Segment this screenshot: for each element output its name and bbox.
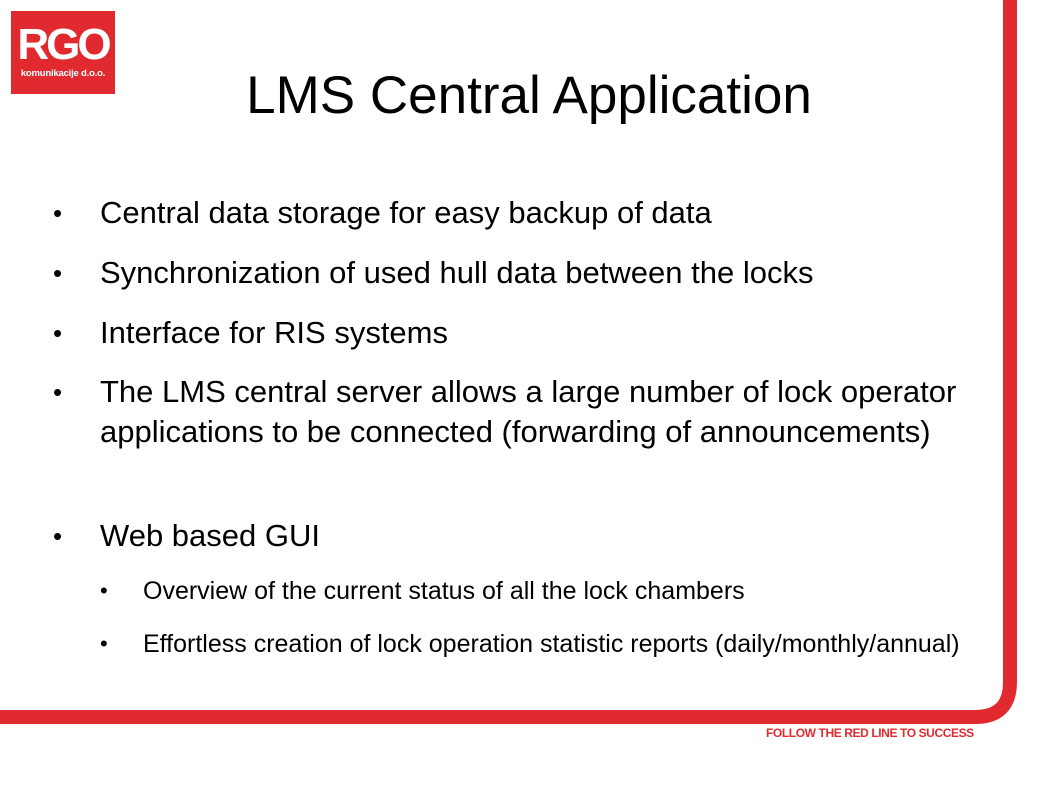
logo-mark: RGO [17, 20, 109, 69]
bullet-glyph: • [53, 377, 63, 407]
bullet-text: The LMS central server allows a large number of lock operator applications to be connected (forwarding of announcements) [100, 374, 957, 449]
bullet-glyph: • [53, 318, 63, 348]
sub-bullet-text: Overview of the current status of all the lock chambers [143, 577, 745, 605]
bullet-glyph: • [53, 258, 63, 288]
bullet-item [53, 253, 1000, 293]
bullet-item [53, 516, 1000, 556]
bullet-text: Synchronization of used hull data between the locks [100, 255, 814, 290]
bullet-glyph: • [53, 521, 63, 551]
slide-title: LMS Central Application [246, 66, 812, 125]
bullet-item [53, 372, 1000, 452]
sub-bullet-item [100, 628, 963, 660]
sub-bullet-item [100, 575, 963, 607]
tagline: FOLLOW THE RED LINE TO SUCCESS [766, 726, 974, 740]
logo-subtitle: komunikacije d.o.o. [20, 68, 106, 79]
bullet-text: Central data storage for easy backup of data [100, 195, 712, 230]
bullet-text: Interface for RIS systems [100, 315, 448, 350]
bullet-glyph: • [100, 578, 108, 603]
bullet-item [53, 193, 1000, 233]
bullet-item [53, 313, 1000, 353]
bullet-glyph: • [53, 198, 63, 228]
bullet-text: Web based GUI [100, 518, 320, 553]
sub-bullet-text: Effortless creation of lock operation statistic reports (daily/monthly/annual) [143, 630, 960, 658]
bullet-glyph: • [100, 631, 108, 656]
